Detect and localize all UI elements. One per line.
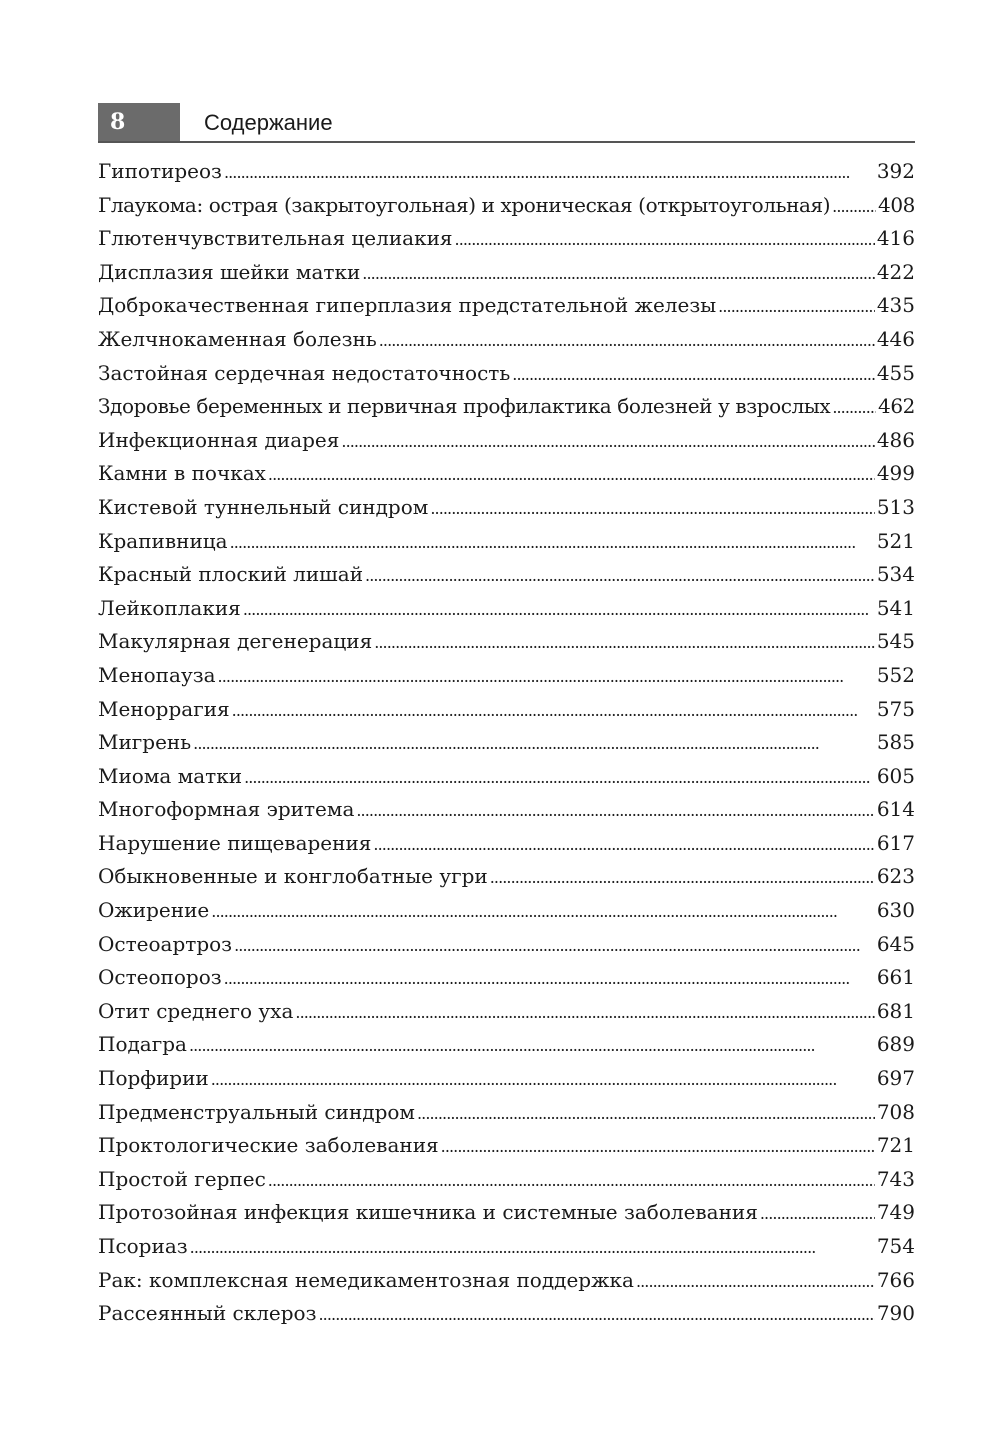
toc-entry-title: Крапивница xyxy=(98,528,228,553)
toc-entry xyxy=(98,995,915,1029)
page-number-box xyxy=(98,103,180,141)
toc-entry-title: Мигрень xyxy=(98,730,192,755)
toc-entry xyxy=(98,155,915,189)
dot-leader xyxy=(374,625,875,660)
toc-entry xyxy=(98,1230,915,1264)
dot-leader xyxy=(243,592,875,627)
dot-leader xyxy=(441,1129,875,1164)
dot-leader xyxy=(224,961,875,996)
dot-leader xyxy=(230,525,875,560)
dot-leader xyxy=(190,1230,875,1265)
page-header xyxy=(98,103,915,143)
toc-entry-title: Дисплазия шейки матки xyxy=(98,259,361,284)
dot-leader xyxy=(295,995,874,1030)
toc-entry-page: 605 xyxy=(876,763,915,788)
toc-entry-page: 552 xyxy=(876,662,915,687)
toc-entry xyxy=(98,1297,915,1331)
toc-entry-title: Обыкновенные и конглобатные угри xyxy=(98,864,488,889)
toc-entry-title: Многоформная эритема xyxy=(98,797,355,822)
dot-leader xyxy=(512,357,875,392)
dot-leader xyxy=(193,726,875,761)
toc-entry-page: 617 xyxy=(876,830,915,855)
toc-entry-page: 408 xyxy=(878,192,915,217)
toc-entry-page: 661 xyxy=(876,965,915,990)
toc-entry-title: Протозойная инфекция кишечника и системные заболевания xyxy=(98,1200,758,1225)
toc-entry-page: 623 xyxy=(876,864,915,889)
toc-entry-page: 689 xyxy=(876,1032,915,1057)
toc-entry-title: Простой герпес xyxy=(98,1166,266,1191)
table-of-contents xyxy=(98,155,915,1331)
toc-entry xyxy=(98,289,915,323)
dot-leader xyxy=(365,558,875,593)
toc-entry-page: 541 xyxy=(876,595,915,620)
dot-leader xyxy=(224,155,875,190)
toc-entry-title: Кистевой туннельный синдром xyxy=(98,494,429,519)
toc-entry xyxy=(98,659,915,693)
toc-entry xyxy=(98,1129,915,1163)
toc-entry xyxy=(98,928,915,962)
dot-leader xyxy=(218,659,875,694)
toc-entry xyxy=(98,961,915,995)
toc-entry-page: 749 xyxy=(876,1200,915,1225)
dot-leader xyxy=(232,693,875,728)
toc-entry xyxy=(98,424,915,458)
toc-entry xyxy=(98,894,915,928)
dot-leader xyxy=(234,928,875,963)
toc-entry-page: 545 xyxy=(876,629,915,654)
toc-entry-title: Инфекционная диарея xyxy=(98,427,340,452)
toc-entry xyxy=(98,457,915,491)
toc-entry-title: Камни в почках xyxy=(98,461,266,486)
toc-entry-title: Желчнокаменная болезнь xyxy=(98,326,377,351)
toc-entry-page: 585 xyxy=(876,730,915,755)
toc-entry-title: Остеопороз xyxy=(98,965,222,990)
dot-leader xyxy=(455,222,875,257)
toc-entry xyxy=(98,693,915,727)
dot-leader xyxy=(430,491,874,526)
toc-entry-page: 486 xyxy=(876,427,915,452)
toc-entry xyxy=(98,491,915,525)
toc-entry-page: 645 xyxy=(876,931,915,956)
toc-entry xyxy=(98,1163,915,1197)
toc-entry-title: Красный плоский лишай xyxy=(98,562,364,587)
page-number: 8 xyxy=(110,109,126,135)
toc-entry-page: 630 xyxy=(876,898,915,923)
toc-entry-title: Лейкоплакия xyxy=(98,595,241,620)
toc-entry-page: 754 xyxy=(876,1234,915,1258)
dot-leader xyxy=(211,894,875,929)
dot-leader xyxy=(718,289,875,324)
toc-entry-page: 766 xyxy=(876,1267,915,1292)
toc-entry xyxy=(98,390,915,424)
dot-leader xyxy=(832,189,876,224)
toc-entry-page: 721 xyxy=(876,1133,915,1158)
toc-entry-title: Порфирии xyxy=(98,1066,209,1091)
toc-entry-page: 446 xyxy=(876,326,915,351)
dot-leader xyxy=(189,1028,875,1063)
dot-leader xyxy=(417,1096,875,1131)
toc-entry xyxy=(98,793,915,827)
toc-entry-page: 614 xyxy=(876,797,915,822)
toc-entry xyxy=(98,525,915,559)
toc-entry-title: Меноррагия xyxy=(98,696,230,721)
dot-leader xyxy=(760,1196,875,1231)
toc-entry-title: Макулярная дегенерация xyxy=(98,629,373,654)
toc-entry-title: Проктологические заболевания xyxy=(98,1133,439,1158)
dot-leader xyxy=(490,860,875,895)
toc-entry-page: 462 xyxy=(878,394,915,419)
header-divider xyxy=(98,141,915,143)
dot-leader xyxy=(356,793,874,828)
toc-entry-title: Ожирение xyxy=(98,898,210,923)
toc-entry-page: 416 xyxy=(876,226,915,251)
toc-entry-title: Глаукома: острая (закрытоугольная) и хроническая (открытоугольная) xyxy=(98,192,831,217)
toc-entry-page: 422 xyxy=(876,259,915,284)
toc-entry-page: 697 xyxy=(876,1066,915,1091)
toc-entry-title: Предменструальный синдром xyxy=(98,1099,415,1124)
toc-entry-page: 575 xyxy=(876,696,915,721)
toc-entry xyxy=(98,189,915,223)
toc-entry xyxy=(98,222,915,256)
toc-entry-title: Гипотиреоз xyxy=(98,159,222,183)
toc-entry-title: Застойная сердечная недостаточность xyxy=(98,360,511,385)
toc-entry xyxy=(98,592,915,626)
toc-entry-page: 513 xyxy=(876,494,915,519)
dot-leader xyxy=(319,1297,875,1332)
toc-entry xyxy=(98,357,915,391)
toc-entry-page: 521 xyxy=(876,528,915,553)
toc-entry xyxy=(98,1028,915,1062)
toc-entry xyxy=(98,760,915,794)
dot-leader xyxy=(636,1264,875,1299)
toc-entry xyxy=(98,1096,915,1130)
toc-entry xyxy=(98,558,915,592)
dot-leader xyxy=(832,390,876,425)
toc-entry xyxy=(98,625,915,659)
dot-leader xyxy=(211,1062,875,1097)
toc-entry-title: Отит среднего уха xyxy=(98,998,294,1023)
dot-leader xyxy=(373,827,874,862)
toc-entry-page: 534 xyxy=(876,562,915,587)
toc-entry xyxy=(98,726,915,760)
toc-entry-page: 435 xyxy=(876,293,915,318)
toc-entry-title: Рассеянный склероз xyxy=(98,1301,317,1326)
section-title: Содержание xyxy=(204,110,333,135)
toc-entry-page: 790 xyxy=(876,1301,915,1326)
toc-entry xyxy=(98,860,915,894)
toc-entry-page: 708 xyxy=(876,1099,915,1124)
toc-entry xyxy=(98,256,915,290)
toc-entry-title: Рак: комплексная немедикаментозная поддержка xyxy=(98,1267,634,1292)
toc-entry xyxy=(98,323,915,357)
toc-entry-title: Глютенчувствительная целиакия xyxy=(98,226,453,251)
toc-entry-title: Нарушение пищеварения xyxy=(98,830,372,855)
toc-entry-title: Подагра xyxy=(98,1032,187,1057)
toc-entry xyxy=(98,1264,915,1298)
toc-entry-page: 681 xyxy=(876,998,915,1023)
toc-entry xyxy=(98,827,915,861)
toc-entry-title: Доброкачественная гиперплазия предстательной железы xyxy=(98,293,717,318)
toc-entry xyxy=(98,1196,915,1230)
toc-entry-title: Псориаз xyxy=(98,1234,188,1258)
toc-entry xyxy=(98,1062,915,1096)
dot-leader xyxy=(268,457,875,492)
toc-entry-page: 392 xyxy=(876,159,915,183)
dot-leader xyxy=(341,424,874,459)
toc-entry-title: Менопауза xyxy=(98,662,216,687)
dot-leader xyxy=(268,1163,875,1198)
dot-leader xyxy=(362,256,875,291)
toc-entry-title: Миома матки xyxy=(98,763,243,788)
toc-entry-page: 743 xyxy=(876,1166,915,1191)
toc-entry-page: 499 xyxy=(876,461,915,486)
toc-entry-page: 455 xyxy=(876,360,915,385)
toc-entry-title: Здоровье беременных и первичная профилактика болезней у взрослых xyxy=(98,394,831,419)
dot-leader xyxy=(244,760,875,795)
dot-leader xyxy=(379,323,875,358)
toc-entry-title: Остеоартроз xyxy=(98,931,233,956)
